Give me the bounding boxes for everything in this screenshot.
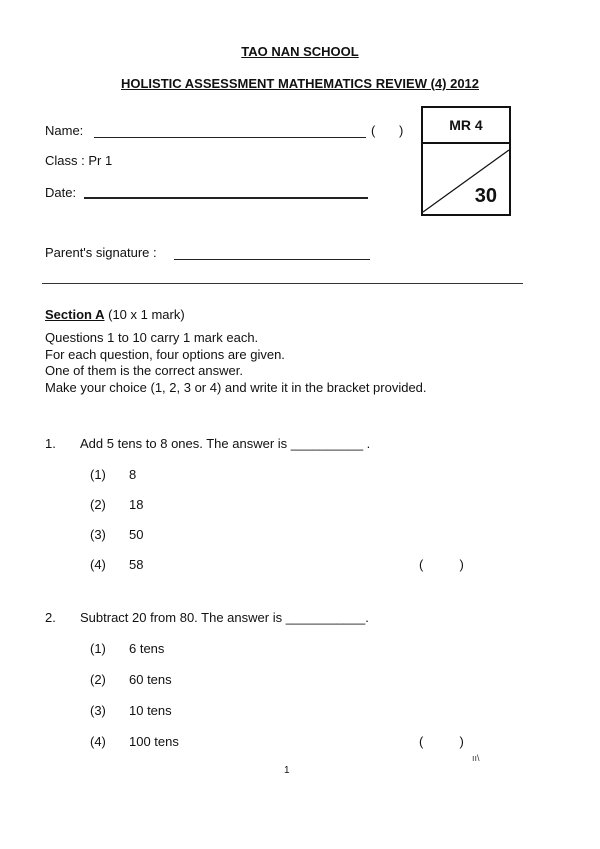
section-title: Section A (45, 307, 105, 322)
section-instructions (45, 330, 427, 396)
option-number: (4) (90, 734, 106, 749)
score-box-code: MR 4 (423, 108, 509, 144)
instruction-line: One of them is the correct answer. (45, 363, 243, 378)
option-number: (3) (90, 527, 106, 542)
class-label: Class : Pr 1 (45, 153, 113, 168)
option-text: 58 (129, 557, 144, 572)
option-text: 100 tens (129, 734, 179, 749)
option-text: 6 tens (129, 641, 165, 656)
question-text: Subtract 20 from 80. The answer is ___________. (80, 610, 369, 625)
score-box (421, 106, 511, 216)
option-text: 18 (129, 497, 144, 512)
date-field[interactable] (84, 197, 368, 199)
option-text: 60 tens (129, 672, 172, 687)
index-bracket-open: ( (371, 123, 376, 138)
name-label: Name: (45, 123, 84, 138)
question-text: Add 5 tens to 8 ones. The answer is __________ . (80, 436, 371, 451)
option-number: (1) (90, 467, 106, 482)
section-marks: (10 x 1 mark) (108, 307, 185, 322)
option-text: 10 tens (129, 703, 172, 718)
instruction-line: For each question, four options are given. (45, 346, 285, 362)
school-name: TAO NAN SCHOOL (241, 44, 359, 59)
page-number: 1 (284, 765, 290, 776)
signature-field[interactable] (174, 259, 370, 260)
option-number: (2) (90, 497, 106, 512)
index-bracket-close: ) (399, 123, 404, 138)
option-number: (1) (90, 641, 106, 656)
option-text: 50 (129, 527, 144, 542)
question-number: 2. (45, 610, 56, 625)
paper-title: HOLISTIC ASSESSMENT MATHEMATICS REVIEW (4) 2012 (120, 76, 480, 91)
score-total: 30 (474, 185, 497, 207)
answer-bracket[interactable]: ( ) (419, 734, 464, 749)
section-heading (45, 307, 185, 322)
question-number: 1. (45, 436, 56, 451)
name-field[interactable] (94, 137, 366, 138)
option-number: (2) (90, 672, 106, 687)
option-number: (3) (90, 703, 106, 718)
answer-bracket[interactable]: ( ) (419, 557, 464, 572)
option-number: (4) (90, 557, 106, 572)
signature-label: Parent's signature : (45, 245, 157, 260)
instruction-line: Make your choice (1, 2, 3 or 4) and write it in the bracket provided. (45, 379, 427, 395)
option-text: 8 (129, 467, 137, 482)
instruction-line: Questions 1 to 10 carry 1 mark each. (45, 330, 259, 345)
stray-mark: ıı\ (472, 753, 480, 763)
header-divider (42, 283, 523, 284)
date-label: Date: (45, 185, 77, 200)
